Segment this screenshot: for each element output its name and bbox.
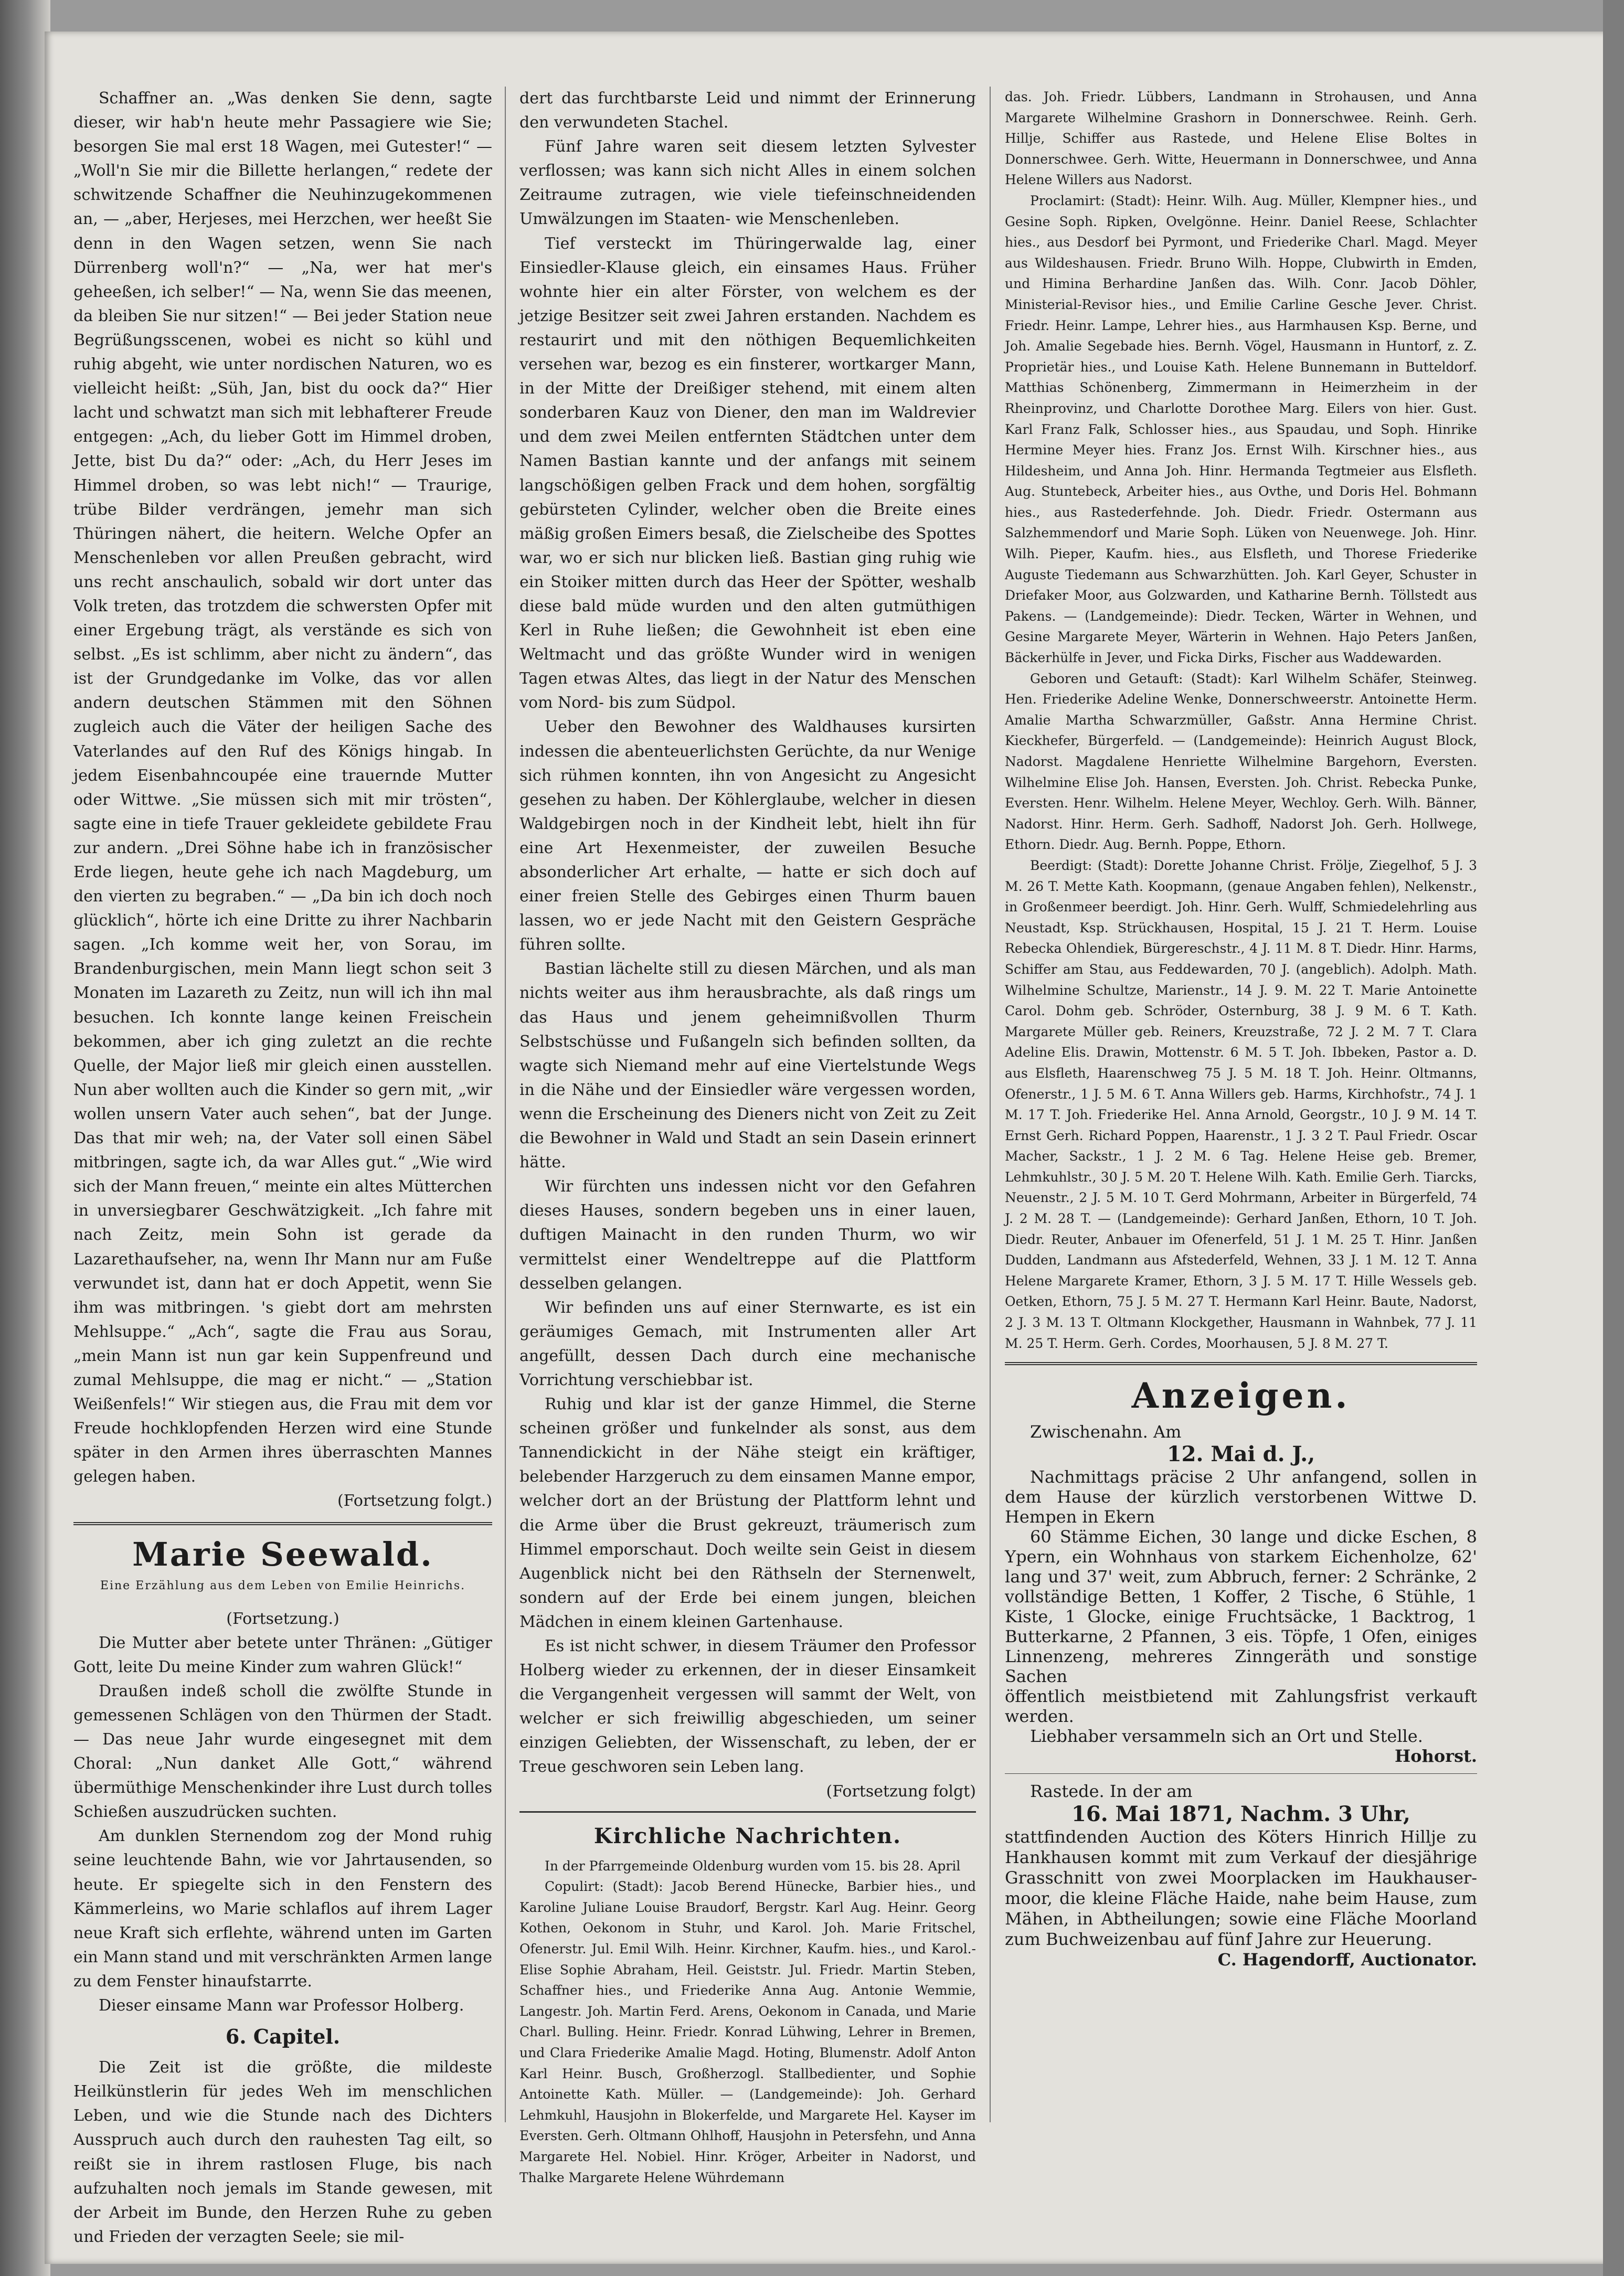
ad-text: öffentlich meistbietend mit Zahlungsfrist verkauft werden. <box>1005 1686 1477 1727</box>
story-paragraph: dert das furchtbarste Leid und nimmt der Erinnerung den verwundeten Stachel. <box>519 89 976 132</box>
story-paragraph: Die Mutter aber betete unter Thränen: „Gütiger Gott, leite Du meine Kinder zum wahren Glück!“ <box>73 1633 492 1676</box>
book-spine-shadow <box>0 0 50 2276</box>
story-paragraph: Fünf Jahre waren seit diesem letzten Sylvester verflossen; was kann sich nicht Alles in einem solchen Zeitraume zutragen, wie viele tiefeinschneidenden Umwälzungen im Staaten- wie Menschenleben. <box>519 137 976 229</box>
story-paragraph: Am dunklen Sternendom zog der Mond ruhig seine leuchtende Bahn, wie vor Jahrtausenden, so heute. Er spiegelte sich in den Fenstern des Kämmerleins, wo Marie schlaflos auf ihrem Lager neue Kraft sich erflehte, während unten im Garten ein Mann stand und mit verschränkten Armen lange zu dem Fenster hinaufstarrte. <box>73 1827 492 1991</box>
story-paragraph: Tief versteckt im Thüringerwalde lag, einer Einsiedler-Klause gleich, ein einsames Haus. Früher wohnte hier ein alter Förster, von welchem es der jetzige Besitzer seit zwei Jahren erstanden. Nachdem es restaurirt und mit den nöthigen Bequemlichkeiten versehen war, bezog es ein finsterer, wortkarger Mann, in der Mitte der Dreißiger stehend, mit einem alten sonderbaren Kauz von Diener, den man im Waldrevier und dem zwei Meilen entfernten Städtchen unter dem Namen Bastian kannte und der anfangs mit seinem langschößigen gelben Frack und dem hohen, sorgfältig gebürsteten Cylinder, welcher oben die Breite eines mäßig großen Eimers besaß, die Zielscheibe des Spottes war, wo er sich nur blicken ließ. Bastian ging ruhig wie ein Stoiker mitten durch das Heer der Spötter, weshalb diese bald müde wurden und den alten gutmüthigen Kerl in Ruhe ließen; die Gewohnheit ist eben eine Weltmacht und das größte Wunder wird in wenigen Tagen etwas Altes, das liegt in der Natur des Menschen vom Nord- bis zum Südpol. <box>519 234 976 712</box>
story-text: Schaffner an. „Was denken Sie denn, sagte dieser, wir hab'n heute mehr Passagiere wie Sie; besorgen Sie mal erst 18 Wagen, mei Gutester!“ — „Woll'n Sie mir die Billette herlangen,“ redete der schwitzende Schaffner die Neuhinzugekommenen an, — „aber, Herjeses, mei Herzchen, wer heeßt Sie denn in den Wagen setzen, wenn Sie nach Dürrenberg woll'n?“ — „Na, wer hat mer's geheeßen, ich selber!“ — Na, wenn Sie das meenen, da bleiben Sie nur sitzen!“ — Bei jeder Station neue Begrüßungsscenen, wobei es nicht so kühl und ruhig abgeht, wie unter nordischen Naturen, wo es vielleicht heißt: „Süh, Jan, bist du oock da?“ Hier lacht und schwatzt man sich mit lebhafterer Freude entgegen: „Ach, du lieber Gott im Himmel droben, Jette, bist Du da?“ oder: „Ach, du Herr Jeses im Himmel droben, so was lebt nich!“ — Traurige, trübe Bilder verdrängen, jemehr man sich Thüringen nähert, die heitern. Welche Opfer an Menschenleben vor allen Preußen gebracht, wird uns recht anschaulich, sobald wir dort unter das Volk treten, das trotzdem die schwersten Opfer mit einer Ergebung trägt, als verstände es sich von selbst. „Es ist schlimm, aber nicht zu ändern“, das ist der Grundgedanke im Volke, das vor allen andern deutschen Stämmen mit den Söhnen zugleich auch die Väter der heiligen Sache des Vaterlandes auf den Ruf des Königs hingab. In jedem Eisenbahncoupée eine trauernde Mutter oder Wittwe. „Sie müssen sich mit mir trösten“, sagte eine in tiefe Trauer gekleidete gebildete Frau zur andern. „Drei Söhne habe ich in französischer Erde liegen, heute gehe ich nach Magdeburg, um den vierten zu begraben.“ — „Da bin ich doch noch glücklich“, hörte ich eine Dritte zu ihrer Nachbarin sagen. „Ich komme weit her, von Sorau, im Brandenburgischen, mein Mann liegt schon seit 3 Monaten im Lazareth zu Zeitz, nun will ich ihn mal besuchen. Ich konnte lange keinen Freischein bekommen, aber ich ging zuletzt an die rechte Quelle, der Major ließ mir gleich einen ausstellen. Nun aber wollten auch die Kinder so gern mit, „wir wollen unsern Vater auch sehen“, bat der Junge. Das that mir weh; na, der Vater soll einen Säbel mitbringen, sagte ich, da war Alles gut.“ „Wie wird sich der Mann freuen,“ meinte ein altes Mütterchen in unversiegbarer Geschwätzigkeit. „Ich fahre mit nach Zeitz, mein Sohn ist gerade da Lazarethaufseher, na, wenn Ihr Mann nur am Fuße verwundet ist, dann hat er doch Appetit, wenn Sie ihm was mitbringen. 's giebt dort am mehrsten Mehlsuppe.“ „Ach“, sagte die Frau aus Sorau, „mein Mann ist nun gar kein Suppenfreund und zumal Mehlsuppe, die mag er nicht.“ — „Station Weißenfels!“ Wir stiegen aus, die Frau mit dem vor Freude hochklopfenden Herzen wird eine Stunde später in den Armen ihres überraschten Mannes gelegen haben. <box>73 89 492 1486</box>
ad-signature: C. Hagendorff, Auctionator. <box>1217 1950 1477 1970</box>
ad-divider <box>1005 1773 1477 1774</box>
ad-text: Nachmittags präcise 2 Uhr anfangend, sollen in dem Hause der kürzlich verstorbenen Wittwe D. Hempen in Ekern <box>1005 1467 1477 1527</box>
ad-date: 12. Mai d. J., <box>1166 1442 1315 1467</box>
church-news-heading: Kirchliche Nachrichten. <box>593 1823 902 1848</box>
column-left <box>73 87 492 2249</box>
continuation-note: (Fortsetzung folgt) <box>826 1782 976 1801</box>
church-news-entry: das. Joh. Friedr. Lübbers, Landmann in Strohausen, und Anna Margarete Wilhelmine Grashorn in Donnerschwee. Reinh. Gerh. Hillje, Schiffer aus Rastede, und Helene Elise Boltes in Donnerschwee. Gerh. Witte, Heuermann in Donnerschwee, und Anna Helene Willers aus Nadorst. <box>1005 89 1477 188</box>
section-divider <box>519 1811 976 1813</box>
ad-lead: Rastede. In der am <box>1030 1781 1193 1802</box>
church-news-entry: Geboren und Getauft: (Stadt): Karl Wilhelm Schäfer, Steinweg. Hen. Friederike Adeline Wenke, Donnerschweerstr. Antoinette Herm. Amalie Martha Schwarzmüller, Gaßstr. Anna Hermine Christ. Kieckhefer, Bürgerfeld. — (Landgemeinde): Heinrich August Block, Nadorst. Magdalene Henriette Wilhelmine Bargehorn, Eversten. Wilhelmine Elise Joh. Hansen, Eversten. Joh. Christ. Rebecka Punke, Eversten. Henr. Wilhelm. Helene Meyer, Wechloy. Gerh. Wilh. Bänner, Nadorst. Hinr. Herm. Gerh. Sadhoff, Nadorst Joh. Gerh. Hollwege, Ethorn. Diedr. Aug. Bernh. Poppe, Ethorn. <box>1005 671 1477 853</box>
church-news-entry: Copulirt: (Stadt): Jacob Berend Hünecke, Barbier hies., und Karoline Juliane Louise Braudorf, Bergstr. Karl Aug. Heinr. Georg Kothen, Oekonom in Stuhr, und Karol. Joh. Marie Fritschel, Ofenerstr. Jul. Emil Wilh. Heinr. Kirchner, Kaufm. hies., und Karol.-Elise Sophie Abraham, Heil. Geiststr. Jul. Friedr. Martin Steben, Schaffner hies., und Friederike Anna Aug. Antonie Wemmie, Langestr. Joh. Martin Ferd. Arens, Oekonom in Canada, und Marie Charl. Bulling. Heinr. Friedr. Konrad Lühwing, Lehrer in Bremen, und Clara Friederike Amalie Magd. Hoting, Blumenstr. Adolf Anton Karl Heinr. Busch, Großherzogl. Stallbedienter, und Sophie Antoinette Kath. Müller. — (Landgemeinde): Joh. Gerhard Lehmkuhl, Hausjohn in Blokerfelde, und Margarete Hel. Kayser im Eversten. Gerh. Oltmann Ohlhoff, Hausjohn in Petersfehn, und Anna Margarete Hel. Nobiel. Hinr. Kröger, Arbeiter in Nadorst, und Thalke Margarete Helene Wührdemann <box>519 1879 976 2185</box>
story-paragraph: Ueber den Bewohner des Waldhauses kursirten indessen die abenteuerlichsten Gerüchte, da nur Wenige sich rühmen konnten, ihn von Angesicht zu Angesicht gesehen zu haben. Der Köhlerglaube, welcher in diesen Waldgebirgen noch in der Kindheit lebt, hielt ihn für eine Art Hexenmeister, der zuweilen Besuche absonderlicher Art erhalte, — hatte er sich doch auf einer freien Stelle des Gebirges einen Thurm bauen lassen, wo er jede Nacht mit den Geistern Gespräche führen sollte. <box>519 718 976 954</box>
ad-text: 60 Stämme Eichen, 30 lange und dicke Eschen, 8 Ypern, ein Wohnhaus von starkem Eichenholze, 62' lang und 37' weit, zum Abbruch, ferner: 2 Schränke, 2 vollständige Betten, 1 Koffer, 2 Tische, 6 Stühle, 1 Kiste, 1 Glocke, einige Fruchtsäcke, 1 Backtrog, 1 Butterkarne, 2 Pfannen, 3 eis. Töpfe, 1 Ofen, einiges Linnenzeng, mehreres Zinngeräth und sonstige Sachen <box>1005 1527 1477 1687</box>
story-paragraph: Dieser einsame Mann war Professor Holberg. <box>99 1996 464 2015</box>
church-news-entry: Proclamirt: (Stadt): Heinr. Wilh. Aug. Müller, Klempner hies., und Gesine Soph. Ripken, Ovelgönne. Heinr. Daniel Reese, Schlachter hies., aus Desdorf bei Pyrmont, und Friederike Charl. Magd. Meyer aus Wildeshausen. Friedr. Bruno Wilh. Hoppe, Clubwirth in Emden, und Himina Berhardine Janßen das. Wilh. Conr. Jacob Döhler, Ministerial-Revisor hies., und Emilie Carline Gesche Jever. Christ. Friedr. Heinr. Lampe, Lehrer hies., aus Harmhausen Ksp. Berne, und Joh. Amalie Segebade hies. Bernh. Vögel, Hausmann in Huntorf, z. Z. Proprietär hies., und Louise Kath. Helene Bunnemann in Butteldorf. Matthias Schönenberg, Zimmermann in Heimerzheim in der Rheinprovinz, und Charlotte Dorothee Marg. Eilers von hier. Gust. Karl Franz Falk, Schlosser hies., aus Spaudau, und Soph. Hinrike Hermine Meyer hies. Franz Jos. Ernst Wilh. Kirschner hies., aus Hildesheim, und Anna Joh. Hinr. Hermanda Tegtmeier aus Elsfleth. Aug. Stuntebeck, Arbeiter hies., aus Ovthe, und Doris Hel. Bohmann hies., aus Rastederfehnde. Joh. Diedr. Friedr. Ostermann aus Salzhemmendorf und Marie Soph. Lüken von Neuenwege. Joh. Hinr. Wilh. Pieper, Kaufm. hies., aus Elsfleth, und Thorese Friederike Auguste Tiedemann aus Schwarzhütten. Joh. Karl Geyer, Schuster in Driefaker Moor, aus Golzwarden, und Katharine Bernh. Töllstedt aus Pakens. — (Landgemeinde): Diedr. Tecken, Wärter in Wehnen, und Gesine Margarete Meyer, Wärterin in Wehnen. Hajo Peters Janßen, Bäckerhülfe in Jever, und Ficka Dirks, Fischer aus Waddewarden. <box>1005 193 1477 666</box>
scan-border <box>1603 0 1624 2276</box>
church-news-body <box>519 1856 976 2188</box>
column-right <box>1005 87 1477 1970</box>
ads-heading: Anzeigen. <box>1131 1375 1351 1417</box>
story-paragraph: Wir fürchten uns indessen nicht vor den Gefahren dieses Hauses, sondern begeben uns in einer lauen, duftigen Mainacht in den runden Thurm, wo wir vermittelst einer Wendeltreppe auf die Plattform desselben gelangen. <box>519 1177 976 1293</box>
story-paragraph: Es ist nicht schwer, in diesem Träumer den Professor Holberg wieder zu erkennen, der in dieser Einsamkeit die Vergangenheit vergessen will sammt der Welt, von welcher er sich freiwillig abgeschieden, um seiner einzigen Geliebten, der Wissenschaft, zu leben, der er Treue geschworen sein Leben lang. <box>519 1637 976 1777</box>
church-news-continued <box>1005 87 1477 1354</box>
church-news-entry: Beerdigt: (Stadt): Dorette Johanne Christ. Frölje, Ziegelhof, 5 J. 3 M. 26 T. Mette Kath. Koopmann, (genaue Angaben fehlen), Nelkenstr., in Großenmeer beerdigt. Joh. Hinr. Gerh. Wulff, Schmiedelehrling aus Neustadt, Ksp. Strückhausen, Hospital, 15 J. 21 T. Herm. Louise Rebecka Ohlendiek, Bürgereschstr., 4 J. 11 M. 8 T. Diedr. Hinr. Harms, Schiffer am Stau, aus Feddewarden, 70 J. (angeblich). Adolph. Math. Wilhelmine Schultze, Marienstr., 14 J. 9. M. 22 T. Marie Antoinette Carol. Dohm geb. Schröder, Osternburg, 38 J. 9 M. 6 T. Kath. Margarete Müller geb. Reiners, Kreuzstraße, 72 J. 2 M. 7 T. Clara Adeline Elis. Drawin, Mottenstr. 6 M. 5 T. Joh. Ibbeken, Pastor a. D. aus Elsfleth, Haarenschweg 75 J. 5 M. 18 T. Joh. Heinr. Oltmanns, Ofenerstr., 1 J. 5 M. 6 T. Anna Willers geb. Harms, Kirchhofstr., 74 J. 1 M. 17 T. Joh. Friederike Hel. Anna Arnold, Georgstr., 10 J. 9 M. 14 T. Ernst Gerh. Richard Poppen, Haarenstr., 1 J. 3 2 T. Paul Friedr. Oscar Macher, Sackstr., 1 J. 2 M. 6 Tag. Helene Heise geb. Bremer, Lehmkuhlstr., 30 J. 5 M. 20 T. Helene Wilh. Kath. Emilie Gerh. Tiarcks, Neuenstr., 2 J. 5 M. 10 T. Gerd Mohrmann, Arbeiter in Bürgerfeld, 74 J. 2 M. 28 T. — (Landgemeinde): Gerhard Janßen, Ethorn, 10 T. Joh. Diedr. Reuter, Anbauer im Ofenerfeld, 51 J. 1 M. 25 T. Hinr. Janßen Dudden, Landmann aus Afstederfeld, Wehnen, 33 J. 1 M. 12 T. Anna Helene Margarete Kramer, Ethorn, 3 J. 5 M. 17 T. Hille Wessels geb. Oetken, Ethorn, 75 J. 5 M. 27 T. Hermann Karl Heinr. Baute, Nadorst, 2 J. 3 M. 13 T. Oltmann Klockgether, Hausmann in Wahnbek, 77 J. 11 M. 25 T. Herm. Gerh. Cordes, Moorhausen, 5 J. 8 M. 27 T. <box>1005 857 1477 1351</box>
story-paragraph: Bastian lächelte still zu diesen Märchen, und als man nichts weiter aus ihm herausbrachte, als daß rings um das Haus und jenem geheimnißvollen Thurm Selbstschüsse und Fußangeln sich befinden sollten, da wagte sich Niemand mehr auf eine Viertelstunde Wegs in die Nähe und der Einsiedler wäre vergessen worden, wenn die Erscheinung des Dieners nicht von Zeit zu Zeit die Bewohner in Wald und Stadt an sein Dasein erinnert hätte. <box>519 960 976 1172</box>
story-paragraph: Ruhig und klar ist der ganze Himmel, die Sterne scheinen größer und funkelnder als sonst, aus dem Tannendickicht in der Nähe steigt ein kräftiger, belebender Harzgeruch zu dem einsamen Manne empor, welcher dort an der Brüstung der Plattform lehnt und die Arme über die Brust gekreuzt, träumerisch zum Himmel emporschaut. Doch weilte sein Geist in diesem Augenblick nicht bei den Räthseln der Sternenwelt, sondern auf der Erde bei einem jungen, bleichen Mädchen in einem kleinen Gartenhause. <box>519 1395 976 1631</box>
ad-date: 16. Mai 1871, Nachm. 3 Uhr, <box>1071 1802 1410 1827</box>
continuation-note: (Fortsetzung.) <box>226 1609 339 1628</box>
story-paragraph: Draußen indeß scholl die zwölfte Stunde in gemessenen Schlägen von den Thürmen der Stadt. — Das neue Jahr wurde eingesegnet mit dem Choral: „Nun danket Alle Gott,“ während übermüthige Menschenkinder ihre Lust durch tolles Schießen auszudrücken suchten. <box>73 1682 492 1822</box>
section-divider <box>1005 1362 1477 1365</box>
advertisement <box>1005 1422 1477 1766</box>
column-divider <box>505 87 506 2122</box>
church-news-intro: In der Pfarrgemeinde Oldenburg wurden vom 15. bis 28. April <box>545 1858 961 1874</box>
section-divider <box>73 1522 492 1525</box>
novel-subtitle: Eine Erzählung aus dem Leben von Emilie Heinrichs. <box>100 1579 466 1592</box>
chapter-heading: 6. Capitel. <box>225 2025 341 2049</box>
story-paragraph: Wir befinden uns auf einer Sternwarte, es ist ein geräumiges Gemach, mit Instrumenten aller Art angefüllt, dessen Dach durch eine mechanische Vorrichtung verschiebbar ist. <box>519 1298 976 1389</box>
ad-text: Liebhaber versammeln sich an Ort und Stelle. <box>1030 1726 1423 1747</box>
ad-signature: Hohorst. <box>1395 1746 1477 1767</box>
story-paragraph: Die Zeit ist die größte, die mildeste Heilkünstlerin für jedes Weh im menschlichen Leben, und wie die Stunde nach des Dichters Ausspruch auch durch den rauhesten Tag eilt, so reißt sie in ihrem rastlosen Fluge, bis nach aufzuhalten noch jemals im Stande gewesen, mit der Arbeit im Bunde, den Herzen Ruhe zu geben und Frieden der verzagten Seele; sie mil- <box>73 2058 492 2246</box>
column-divider <box>990 87 991 2122</box>
continuation-note: (Fortsetzung folgt.) <box>337 1492 492 1511</box>
novel-title: Marie Seewald. <box>132 1535 433 1573</box>
ad-lead: Zwischenahn. Am <box>1030 1422 1182 1442</box>
advertisement <box>1005 1781 1477 1970</box>
ad-text: stattfindenden Auction des Köters Hinrich Hillje zu Hankhausen kommt mit zum Verkauf der diesjährige Grasschnitt von zwei Moorplacken im Haukhauser-moor, die kleine Fläche Haide, nahe beim Hause, zum Mähen, in Abtheilungen; sowie eine Fläche Moorland zum Buchweizenbau auf fünf Jahre zur Heuerung. <box>1005 1827 1477 1950</box>
column-middle <box>519 87 976 2188</box>
